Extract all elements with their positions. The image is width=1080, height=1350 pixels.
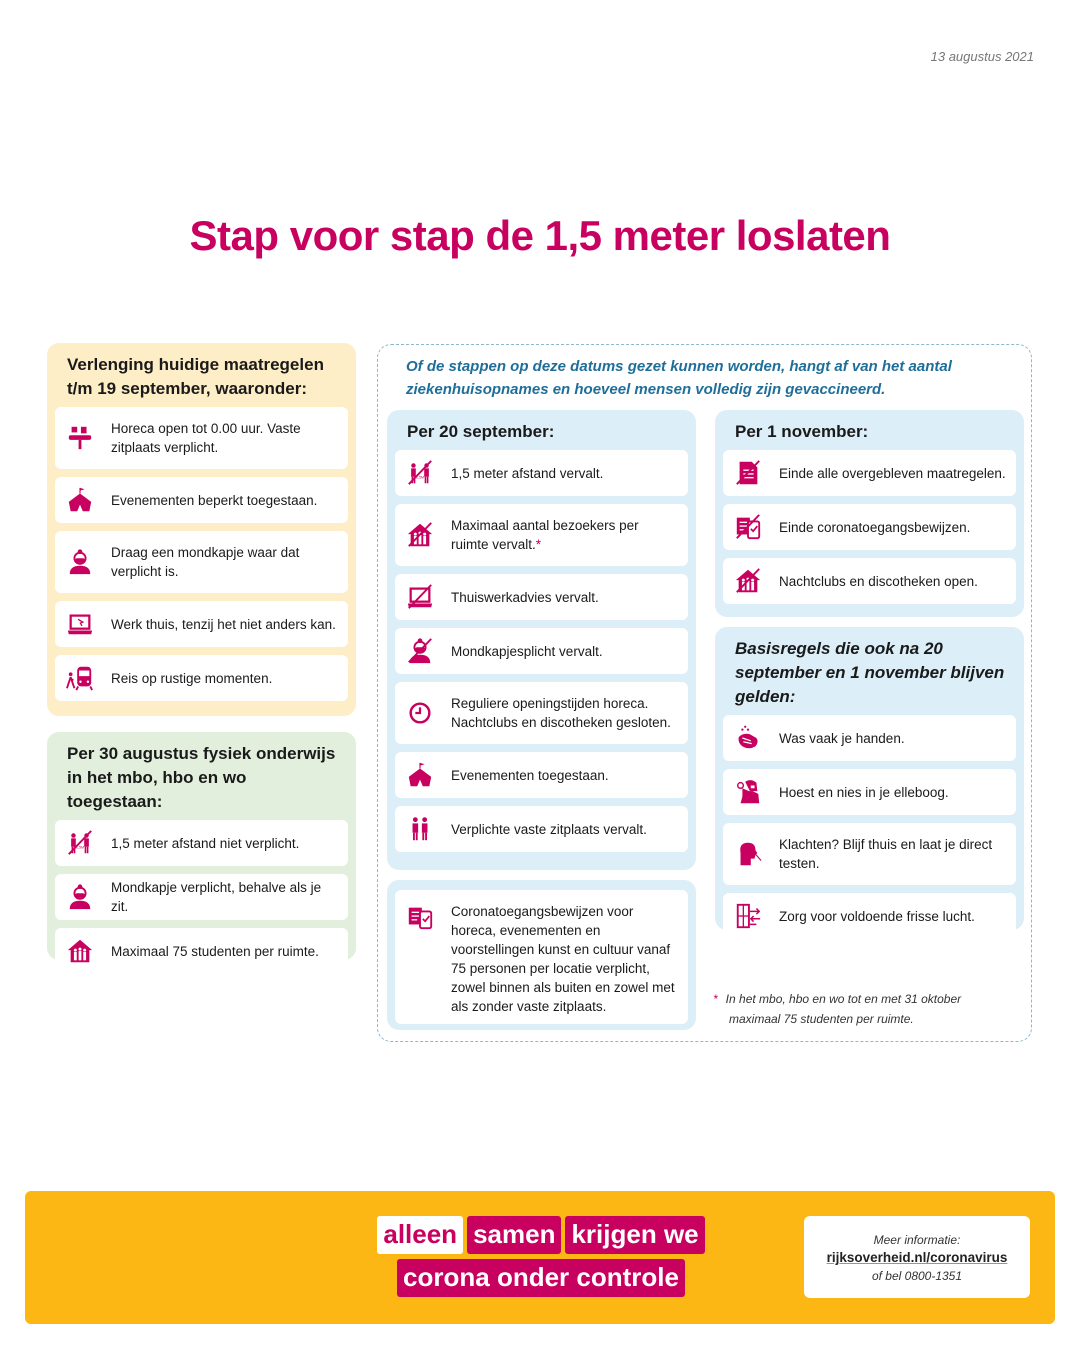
slogan	[376, 1216, 706, 1302]
face-mask-icon	[65, 882, 95, 912]
item-text-content: Einde alle overgebleven maatregelen.	[779, 465, 1006, 481]
clock-icon	[405, 698, 435, 728]
item-text-content: Werk thuis, tenzij het niet anders kan.	[111, 616, 336, 632]
train-walker-icon	[65, 663, 95, 693]
item-text-content: Coronatoegangsbewijzen voor horeca, evenementen en voorstellingen kunst en cultuur vanaf 75 personen per locatie verplicht, zowel binnen als buiten en zowel met als zonder vaste zitplaats.	[451, 904, 675, 1014]
list-item	[55, 531, 348, 593]
item-text	[111, 669, 338, 688]
list-item	[55, 477, 348, 523]
item-text	[779, 572, 1006, 591]
info-box	[804, 1216, 1030, 1298]
item-text	[111, 942, 338, 961]
item-text	[451, 588, 678, 607]
item-text-content: 1,5 meter afstand vervalt.	[451, 465, 604, 481]
info-phone: of bel 0800-1351	[871, 1269, 963, 1283]
card-list	[395, 890, 688, 1024]
item-text	[451, 820, 678, 839]
laptop-icon	[65, 609, 95, 639]
test-swab-icon	[733, 839, 763, 869]
card-list	[395, 450, 688, 852]
card-list	[723, 450, 1016, 604]
item-text	[779, 518, 1006, 537]
house-people-crossed-icon	[733, 566, 763, 596]
item-text-content: Evenementen toegestaan.	[451, 767, 609, 783]
item-text	[111, 419, 338, 457]
conditional-lead-text: Of de stappen op deze datums gezet kunnen worden, hangt af van het aantal ziekenhuisopnames en hoeveel mensen volledig zijn gevaccineerd.	[406, 358, 952, 398]
item-text-content: Draag een mondkapje waar dat verplicht is.	[111, 545, 300, 579]
item-text	[451, 464, 678, 483]
footnote-line-1: In het mbo, hbo en wo tot en met 31 oktober	[725, 992, 962, 1006]
info-link[interactable]: rijksoverheid.nl/coronavirus	[826, 1250, 1008, 1265]
list-item	[395, 806, 688, 852]
item-text-content: Reis op rustige momenten.	[111, 670, 273, 686]
item-text-content: Maximaal aantal bezoekers per ruimte vervalt.	[451, 518, 639, 552]
distance-crossed-icon	[65, 828, 95, 858]
item-text-content: Reguliere openingstijden horeca. Nachtclubs en discotheken gesloten.	[451, 696, 671, 730]
cough-elbow-icon	[733, 777, 763, 807]
item-text	[111, 491, 338, 510]
item-text	[111, 834, 338, 853]
item-text-content: Mondkapje verplicht, behalve als je zit.	[111, 880, 322, 914]
access-pass-crossed-icon	[733, 512, 763, 542]
slogan-line-2: corona onder controle	[397, 1259, 685, 1297]
item-text-content: 1,5 meter afstand niet verplicht.	[111, 835, 300, 851]
list-item	[723, 558, 1016, 604]
laptop-crossed-icon	[405, 582, 435, 612]
slogan-word-alleen: alleen	[377, 1216, 463, 1254]
list-item	[395, 890, 688, 1024]
page-title: Stap voor stap de 1,5 meter loslaten	[189, 212, 891, 259]
list-item	[723, 450, 1016, 496]
face-mask-crossed-icon	[405, 636, 435, 666]
list-item	[395, 450, 688, 496]
extension-heading: Verlenging huidige maatregelen t/m 19 september, waaronder:	[67, 355, 324, 398]
list-item	[395, 504, 688, 566]
education-heading: Per 30 augustus fysiek onderwijs in het mbo, hbo en wo toegestaan:	[67, 744, 336, 811]
item-text	[451, 766, 678, 785]
footnote-star: *	[713, 992, 718, 1006]
item-text-content: Horeca open tot 0.00 uur. Vaste zitplaats verplicht.	[111, 421, 301, 455]
face-mask-icon	[65, 547, 95, 577]
date-label: 13 augustus 2021	[930, 49, 1034, 64]
list-item	[55, 874, 348, 920]
item-text	[451, 642, 678, 661]
card-list	[55, 820, 348, 974]
card-list	[55, 407, 348, 701]
item-text-content: Nachtclubs en discotheken open.	[779, 573, 978, 589]
item-text-content: Mondkapjesplicht vervalt.	[451, 643, 603, 659]
item-text	[779, 835, 1006, 873]
list-item	[395, 574, 688, 620]
slogan-word-krijgen-we: krijgen we	[565, 1216, 704, 1254]
list-item	[55, 655, 348, 701]
access-pass-icon	[405, 902, 435, 932]
list-item	[395, 628, 688, 674]
item-text-content: Einde coronatoegangsbewijzen.	[779, 519, 971, 535]
item-text	[111, 878, 338, 916]
two-people-icon	[405, 814, 435, 844]
slogan-word-samen: samen	[467, 1216, 561, 1254]
education-panel	[47, 732, 356, 960]
horeca-icon	[65, 423, 95, 453]
list-item	[723, 504, 1016, 550]
list-item	[55, 820, 348, 866]
item-text-content: Was vaak je handen.	[779, 730, 905, 746]
list-item	[395, 682, 688, 744]
footnote-line-2: maximaal 75 studenten per ruimte.	[729, 1012, 914, 1026]
item-text-content: Maximaal 75 studenten per ruimte.	[111, 943, 319, 959]
item-text-content: Evenementen beperkt toegestaan.	[111, 492, 318, 508]
list-item	[55, 407, 348, 469]
item-text	[451, 902, 678, 1016]
house-people-crossed-icon	[405, 520, 435, 550]
item-text	[779, 464, 1006, 483]
sept20-heading: Per 20 september:	[407, 422, 555, 441]
extension-panel	[47, 343, 356, 716]
list-item	[55, 601, 348, 647]
nov1-heading: Per 1 november:	[735, 422, 869, 441]
nov1-panel	[715, 410, 1024, 617]
card-list	[723, 715, 1016, 939]
item-text	[779, 729, 1006, 748]
house-people-icon	[65, 936, 95, 966]
item-text-content: Verplichte vaste zitplaats vervalt.	[451, 821, 647, 837]
item-text-content: Thuiswerkadvies vervalt.	[451, 589, 599, 605]
info-label: Meer informatie:	[873, 1233, 961, 1247]
footnote-marker: *	[535, 537, 542, 552]
list-item	[55, 928, 348, 974]
svg-text:1,5M: 1,5M	[75, 845, 85, 850]
item-text	[111, 543, 338, 581]
list-item	[723, 769, 1016, 815]
wash-hands-icon	[733, 723, 763, 753]
fresh-air-icon	[733, 901, 763, 931]
access-panel	[387, 880, 696, 1030]
svg-text:1,5M: 1,5M	[415, 475, 425, 480]
item-text-content: Klachten? Blijf thuis en laat je direct testen.	[779, 837, 993, 871]
list-item	[723, 823, 1016, 885]
basics-panel	[715, 627, 1024, 930]
item-text	[779, 783, 1006, 802]
item-text-content: Hoest en nies in je elleboog.	[779, 784, 949, 800]
list-item	[723, 893, 1016, 939]
document-crossed-icon	[733, 458, 763, 488]
item-text	[779, 907, 1006, 926]
sept20-panel	[387, 410, 696, 870]
circus-tent-icon	[405, 760, 435, 790]
item-text	[451, 516, 678, 554]
basics-heading: Basisregels die ook na 20 september en 1 november blijven gelden:	[735, 639, 1005, 706]
distance-crossed-icon	[405, 458, 435, 488]
footnote	[713, 989, 1003, 1029]
circus-tent-icon	[65, 485, 95, 515]
list-item	[723, 715, 1016, 761]
item-text	[451, 694, 678, 732]
item-text-content: Zorg voor voldoende frisse lucht.	[779, 908, 975, 924]
list-item	[395, 752, 688, 798]
item-text	[111, 615, 338, 634]
